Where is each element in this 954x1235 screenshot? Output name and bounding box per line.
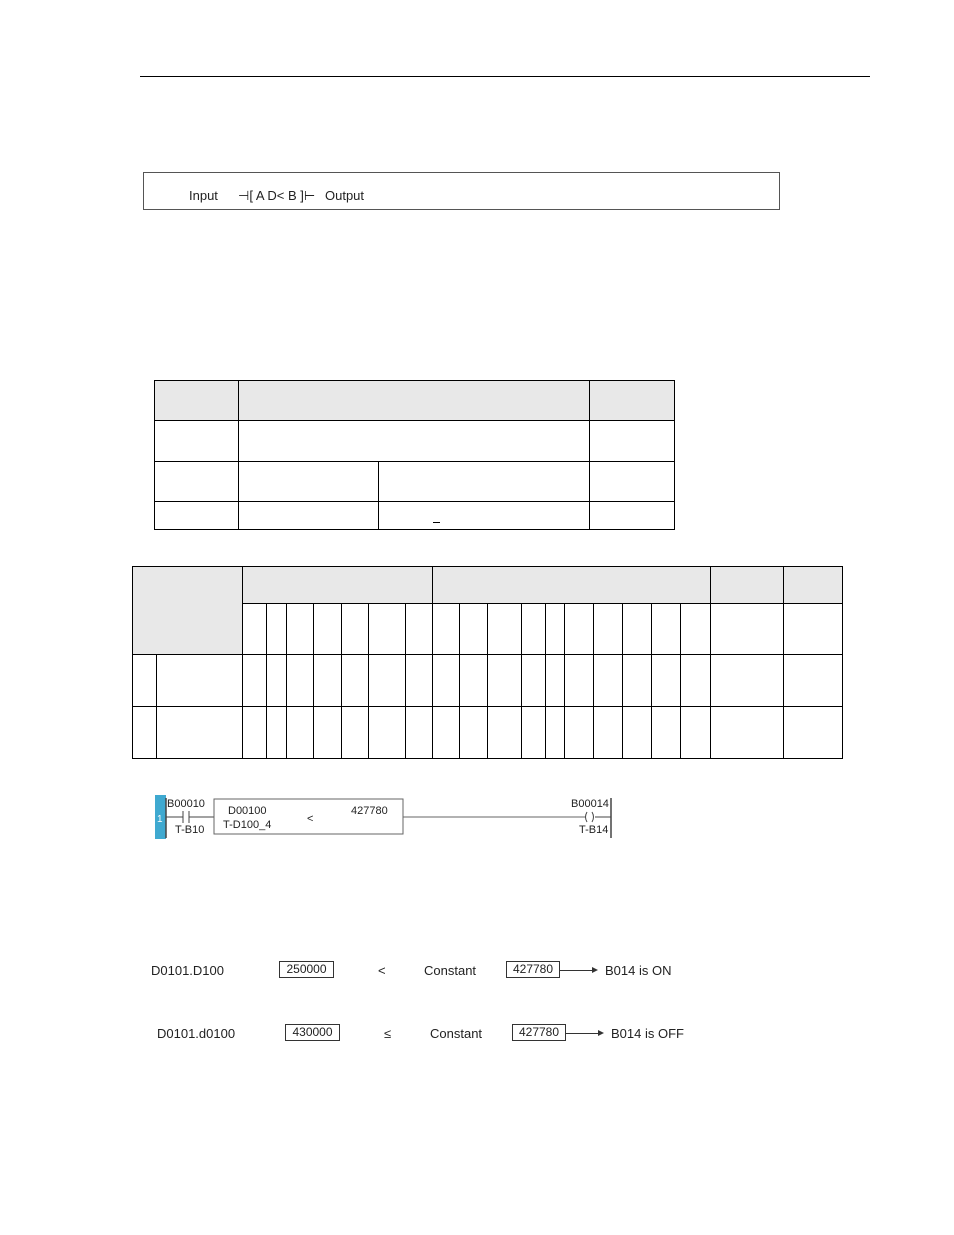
operand-table-cell	[590, 502, 675, 530]
operand-a: D00100	[228, 805, 267, 817]
device-table-header-cell	[432, 567, 710, 604]
operand-table-cell	[239, 462, 379, 502]
operand-table-header-cell	[239, 381, 590, 421]
operand-table-cell	[379, 502, 590, 530]
contact-tag: T-B10	[175, 824, 205, 836]
operand-table-cell	[379, 462, 590, 502]
operand-table-header-cell	[155, 381, 239, 421]
operand-table-cell	[590, 421, 675, 462]
comparison-value: 430000	[285, 1024, 340, 1041]
operand-table-cell	[239, 421, 590, 462]
coil-symbol	[592, 812, 594, 822]
operand-table-cell	[590, 462, 675, 502]
symbol-input-label: Input	[189, 188, 218, 203]
operand-table-cell	[239, 502, 379, 530]
device-table-header-cell	[710, 567, 783, 604]
operand-table-header-cell	[590, 381, 675, 421]
constant-label: Constant	[430, 1026, 483, 1041]
operand-table-cell	[155, 421, 239, 462]
symbol-output-label: Output	[325, 188, 365, 203]
operand-table-cell	[155, 502, 239, 530]
comparison-label: D0101.d0100	[157, 1026, 236, 1041]
coil-address: B00014	[571, 798, 609, 810]
comparison-row	[151, 963, 711, 981]
constant-value: 427780	[512, 1024, 566, 1041]
device-table-header-cell	[243, 567, 432, 604]
operand-table-cell	[155, 462, 239, 502]
compare-operator: <	[307, 813, 314, 825]
constant-value: 427780	[506, 961, 560, 978]
operand-b: 427780	[351, 805, 388, 817]
underline-mark	[433, 522, 440, 523]
operand-a-tag: T-D100_4	[223, 819, 272, 831]
ladder-rung	[155, 795, 615, 839]
result-arrow	[566, 1033, 602, 1034]
symbol-instruction: ⊣[ A D< B ]⊢	[238, 188, 316, 203]
operand-table	[154, 380, 675, 530]
contact-address: B00010	[167, 798, 205, 810]
comparison-value: 250000	[279, 961, 334, 978]
comparison-result: B014 is ON	[605, 963, 672, 978]
constant-label: Constant	[424, 963, 477, 978]
comparison-row	[157, 1026, 717, 1044]
instruction-symbol-box	[143, 172, 780, 210]
device-table-header-cell	[783, 567, 842, 604]
comparison-result: B014 is OFF	[611, 1026, 684, 1041]
comparison-operator: ≤	[384, 1026, 392, 1041]
device-table-header-cell	[133, 567, 243, 655]
coil-symbol	[586, 812, 588, 822]
rung-number: 1	[157, 814, 163, 825]
header-rule	[140, 76, 870, 77]
device-table	[132, 566, 843, 759]
result-arrow	[560, 970, 596, 971]
comparison-label: D0101.D100	[151, 963, 224, 978]
comparison-operator: <	[378, 963, 386, 978]
coil-tag: T-B14	[579, 824, 609, 836]
